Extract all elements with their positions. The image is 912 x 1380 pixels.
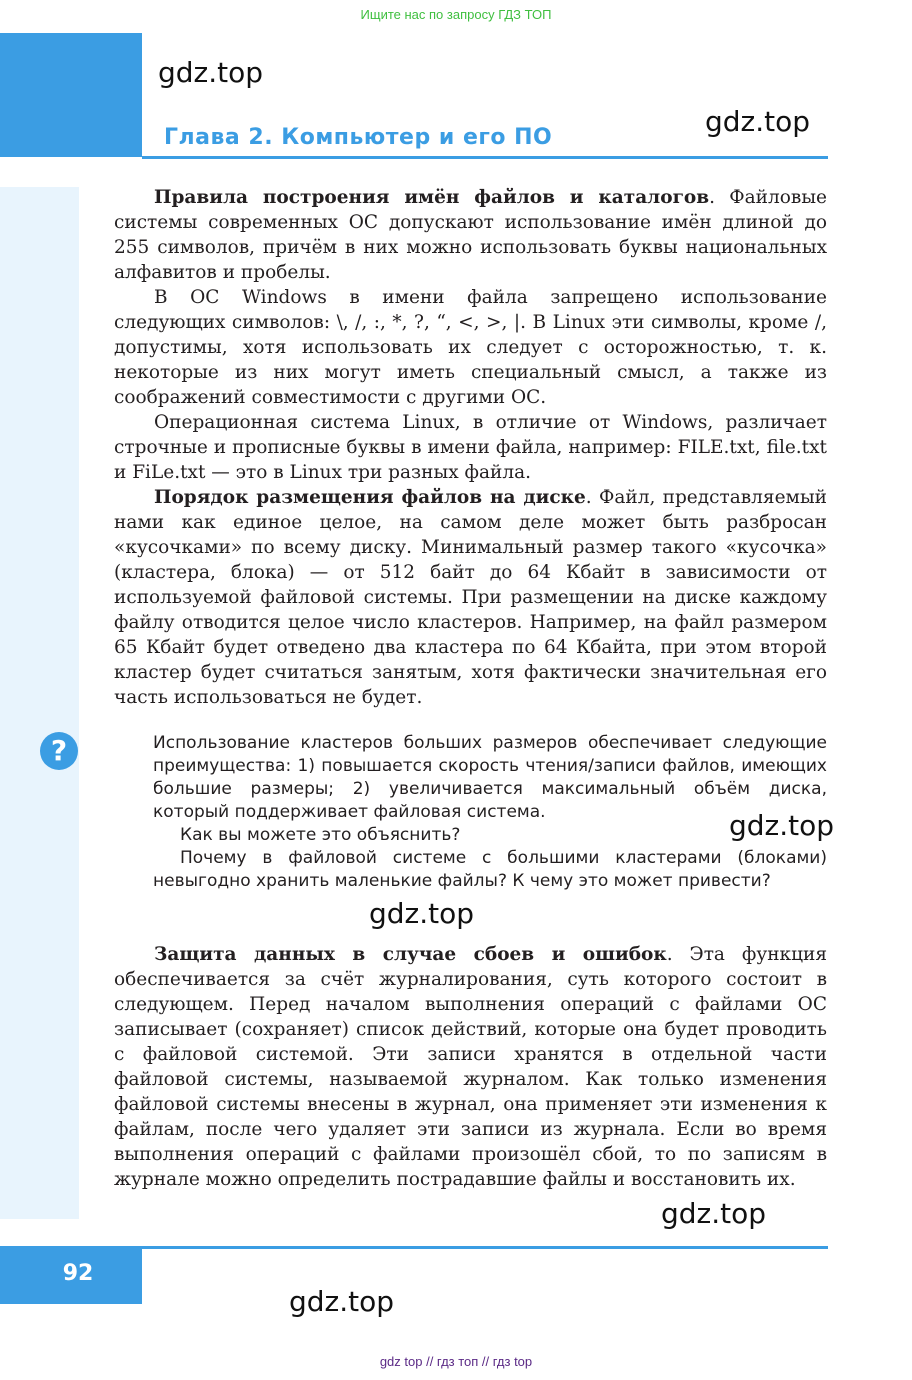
- chapter-title: Глава 2. Компьютер и его ПО: [164, 125, 553, 150]
- page-number: 92: [62, 1261, 94, 1286]
- bottom-links: gdz top // гдз топ // гдз top: [379, 1354, 533, 1369]
- watermark: gdz.top: [661, 1197, 767, 1230]
- question-text: Использование кластеров больших размеров обеспечивает следующие преимущества: 1) повышается скорость чтения/записи файлов, имеющих большие размеры; 2) увеличивается максимальный объём диска, который поддерживает файловая система.: [153, 733, 827, 822]
- footer-rule: [142, 1246, 828, 1249]
- paragraph: [114, 185, 827, 285]
- side-strip: [0, 187, 79, 1219]
- paragraph: [114, 410, 827, 485]
- question-text: Почему в файловой системе с большими кластерами (блоками) невыгодно хранить маленькие файлы? К чему это может привести?: [153, 848, 827, 891]
- watermark: gdz.top: [289, 1285, 395, 1318]
- question-icon: ?: [40, 732, 78, 770]
- top-banner: Ищите нас по запросу ГДЗ ТОП: [360, 7, 552, 22]
- paragraph-heading: Правила построения имён файлов и каталогов: [154, 187, 710, 208]
- paragraph: [114, 485, 827, 710]
- header-rule: [142, 156, 828, 159]
- watermark: gdz.top: [705, 105, 811, 138]
- paragraph: [114, 285, 827, 410]
- paragraph-heading: Порядок размещения файлов на диске: [154, 487, 586, 508]
- paragraph-text: . Эта функция обеспечивается за счёт журналирования, суть которого состоит в следующем. Перед началом выполнения операций с файлами ОС записывает (сохраняет) список действий, которые она будет проводить с файловой системой. Эти записи хранятся в отдельной части файловой системы, называемой журналом. Как только изменения файловой системы внесены в журнал, она применяет эти изменения к файлам, после чего удаляет эти записи из журнала. Если во время выполнения операций с файлами произошёл сбой, то по записям в журнале можно определить пострадавшие файлы и восстановить их.: [114, 944, 827, 1190]
- watermark: gdz.top: [158, 56, 264, 89]
- paragraph-text: . Файл, представляемый нами как единое целое, на самом деле может быть разбросан «кусочками» по всему диску. Минимальный размер такого «кусочка» (кластера, блока) — от 512 байт до 64 Кбайт в зависимости от используемой файловой системы. При размещении на диске каждому файлу отводится целое число кластеров. Например, на файл размером 65 Кбайт будет отведено два кластера по 64 Кбайта, при этом второй кластер будет считаться занятым, хотя фактически значительная его часть использоваться не будет.: [114, 487, 827, 708]
- question-text: Как вы можете это объяснить?: [180, 825, 461, 845]
- paragraph-text: Операционная система Linux, в отличие от Windows, различает строчные и прописные буквы в имени файла, например: FILE.txt, file.txt и FiLe.txt — это в Linux три разных файла.: [114, 412, 827, 483]
- paragraph: [114, 942, 827, 1192]
- watermark: gdz.top: [729, 809, 835, 842]
- corner-block: [0, 33, 142, 157]
- paragraph-text: . Файловые системы современных ОС допускают использование имён длиной до 255 символов, причём в них можно использовать буквы национальных алфавитов и пробелы.: [114, 187, 827, 283]
- paragraph-text: В ОС Windows в имени файла запрещено использование следующих символов: \, /, :, *, ?, “, <, >, |. В Linux эти символы, кроме /, допустимы, хотя использовать их следует с осторожностью, т. к. некоторые из них могут иметь специальный смысл, а также из соображений совместимости с другими ОС.: [114, 287, 827, 408]
- watermark: gdz.top: [369, 897, 475, 930]
- paragraph-heading: Защита данных в случае сбоев и ошибок: [154, 944, 667, 965]
